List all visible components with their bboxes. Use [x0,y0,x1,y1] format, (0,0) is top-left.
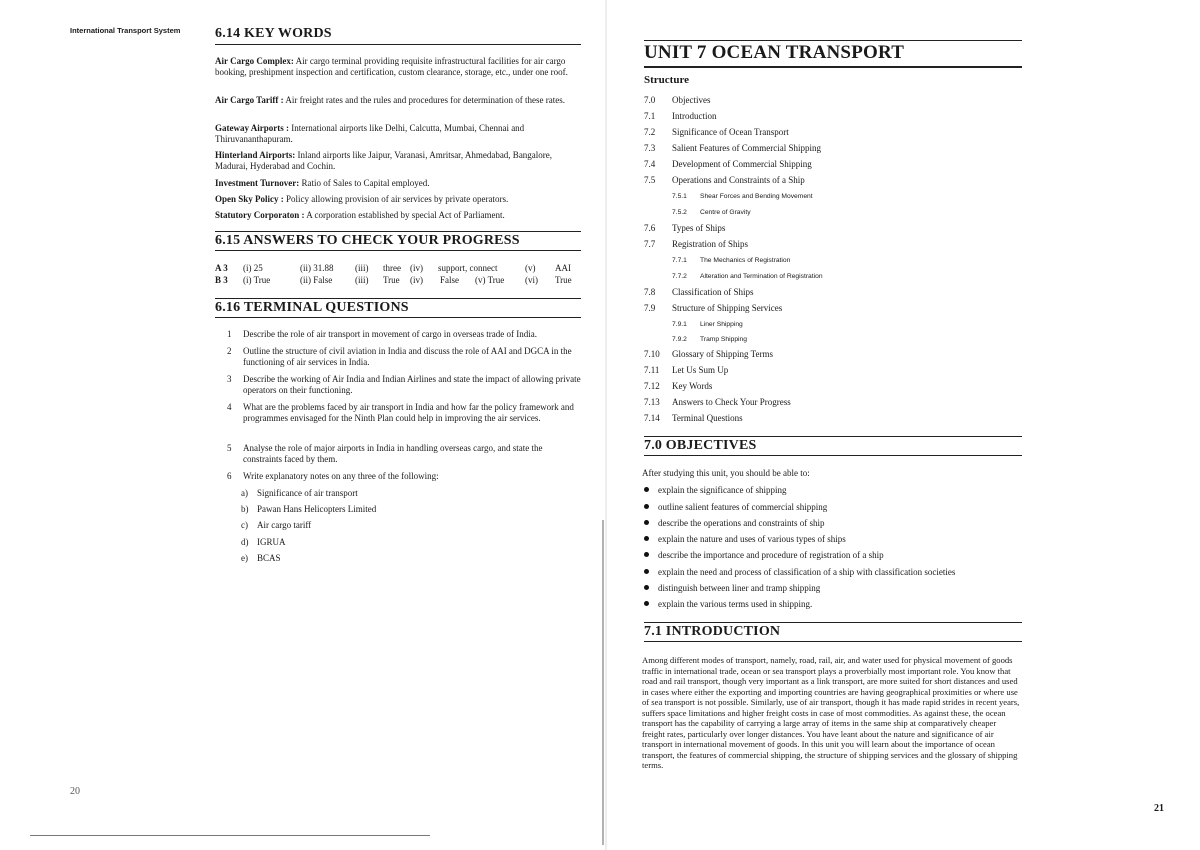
objective-text: describe the importance and procedure of registration of a ship [658,550,884,560]
objective-bullet [644,518,824,528]
sub-item-label: d) [241,537,249,547]
key-word-entry [215,56,580,77]
bullet-icon [644,585,649,590]
divider [644,40,1022,41]
terminal-questions-title: 6.16 TERMINAL QUESTIONS [215,300,409,315]
term: Open Sky Policy : [215,194,284,204]
question-item [227,443,583,464]
toc-text: Key Words [672,381,713,391]
question-number: 4 [227,402,232,412]
objective-bullet [644,550,884,560]
sub-item-text: IGRUA [257,537,286,547]
toc-number: 7.5.2 [672,209,687,216]
toc-number: 7.0 [644,95,656,105]
toc-text: Shear Forces and Bending Movement [700,193,813,200]
answer-cell: (iv) [410,263,423,273]
toc-text: Structure of Shipping Services [672,303,783,313]
question-text: Describe the working of Air India and Indian Airlines and state the impact of allowing private operators on their functioning. [243,374,581,395]
divider [644,455,1022,456]
key-word-entry [215,123,580,144]
answers-title: 6.15 ANSWERS TO CHECK YOUR PROGRESS [215,233,520,248]
sub-item [241,520,312,531]
objectives-intro: After studying this unit, you should be able to: [642,468,810,478]
sub-item-label: a) [241,488,248,498]
divider [644,622,1022,623]
toc-number: 7.5 [644,175,656,185]
divider [644,66,1022,68]
toc-number: 7.9 [644,303,656,313]
toc-number: 7.13 [644,397,660,407]
bullet-icon [644,569,649,574]
objective-text: outline salient features of commercial shipping [658,502,828,512]
toc-text: Terminal Questions [672,413,743,423]
sub-item-text: Significance of air transport [257,488,358,498]
divider [644,436,1022,437]
term: Statutory Corporaton : [215,210,305,220]
answer-cell: (vi) [525,275,538,285]
toc-text: Centre of Gravity [700,209,751,216]
objective-text: distinguish between liner and tramp shipping [658,583,821,593]
toc-text: Significance of Ocean Transport [672,127,789,137]
toc-text: Introduction [672,111,717,121]
question-item [227,346,583,367]
objective-bullet [644,502,827,512]
toc-text: Alteration and Termination of Registration [700,273,823,280]
term: Gateway Airports : [215,123,289,133]
key-word-entry [215,210,580,221]
toc-number: 7.1 [644,111,656,121]
sub-item-text: BCAS [257,553,281,563]
objective-text: explain the various terms used in shipping. [658,599,813,609]
page-number: 20 [70,786,80,797]
toc-text: Salient Features of Commercial Shipping [672,143,821,153]
question-item [227,329,583,340]
answer-cell: (iv) [410,275,423,285]
answer-cell: three [383,263,401,273]
sub-item [241,504,377,515]
question-number: 5 [227,443,232,453]
bullet-icon [644,552,649,557]
toc-text: Let Us Sum Up [672,365,729,375]
scan-edge [30,835,430,836]
sub-item-label: b) [241,504,249,514]
question-text: Write explanatory notes on any three of the following: [243,471,439,481]
toc-number: 7.11 [644,365,660,375]
answer-cell: AAI [555,263,571,273]
question-text: Outline the structure of civil aviation in India and discuss the role of AAI and DGCA in the functioning of air services in India. [243,346,572,367]
bullet-icon [644,504,649,509]
sub-item [241,553,281,564]
objective-text: explain the significance of shipping [658,485,787,495]
term: Investment Turnover: [215,178,300,188]
running-head: International Transport System [70,26,181,35]
question-text: Describe the role of air transport in movement of cargo in overseas trade of India. [243,329,537,339]
right-page [606,0,1200,850]
objective-bullet [644,534,846,544]
toc-text: Objectives [672,95,711,105]
divider [644,641,1022,642]
objective-text: describe the operations and constraints of ship [658,518,825,528]
bullet-icon [644,536,649,541]
definition: Air cargo terminal providing requisite infrastructural facilities for air cargo booking, preshipment inspection and certification, custom clearance, storage, etc., under one roof. [215,56,568,77]
answer-cell: (v) [525,263,536,273]
key-words-title: 6.14 KEY WORDS [215,26,332,41]
toc-text: Development of Commercial Shipping [672,159,812,169]
sub-item-text: Air cargo tariff [257,520,312,530]
answer-cell: (ii) False [300,275,333,285]
sub-item [241,488,358,499]
bullet-icon [644,487,649,492]
introduction-body: Among different modes of transport, namely, road, rail, air, and water used for physical movement of goods traffic in international trade, ocean or sea transport plays a proverbially most important role. You know that road and rail transport, though very important as a link transport, are more suited for short distances and used in cases where either the exporting and importing countries are having geographical proximities or where use of sea transport is not possible. Similarly, use of air transport, though it has made rapid strides in recent years, suffers space limitations and higher freight costs in case of most commodities. As against these, the ocean transport has the capability of carrying a large array of items in the same ship at comparatively cheaper freight rates, particularly over longer distances. You have leant about the nature and significance of air transport in international movement of goods. In this unit you will learn about the importance of ocean transport, the features of commercial shipping, the structure of shipping services and the glossary of shipping terms. [642,655,1020,770]
divider [215,231,581,232]
toc-number: 7.12 [644,381,660,391]
page-number: 21 [1154,803,1164,814]
toc-text: Registration of Ships [672,239,748,249]
objective-bullet [644,567,955,577]
question-item [227,402,583,423]
toc-number: 7.10 [644,349,660,359]
sub-item-label: c) [241,520,248,530]
answer-cell: (iii) [355,275,369,285]
question-item [227,471,583,482]
objectives-title: 7.0 OBJECTIVES [644,438,757,453]
question-number: 2 [227,346,232,356]
toc-number: 7.8 [644,287,656,297]
toc-number: 7.4 [644,159,656,169]
unit-title: UNIT 7 OCEAN TRANSPORT [644,42,905,63]
definition: International airports like Delhi, Calcutta, Mumbai, Chennai and Thiruvananthapuram. [215,123,525,144]
answer-cell: (iii) [355,263,369,273]
toc-text: Types of Ships [672,223,726,233]
answer-label: A 3 [215,263,228,273]
objective-text: explain the need and process of classification of a ship with classification societies [658,567,956,577]
question-number: 1 [227,329,232,339]
term: Hinterland Airports: [215,150,296,160]
toc-text: Liner Shipping [700,321,743,328]
key-word-entry [215,194,580,205]
toc-text: Glossary of Shipping Terms [672,349,773,359]
toc-number: 7.6 [644,223,656,233]
definition: Inland airports like Jaipur, Varanasi, Amritsar, Ahmedabad, Bangalore, Madurai, Hyderabad and Cochin. [215,150,553,171]
toc-number: 7.14 [644,413,660,423]
divider [215,317,581,318]
toc-number: 7.7.2 [672,273,687,280]
bullet-icon [644,601,649,606]
answer-cell: False [440,275,459,285]
key-word-entry [215,178,580,189]
sub-item [241,537,286,548]
answer-cell: (i) 25 [243,263,263,273]
toc-text: The Mechanics of Registration [700,257,791,264]
answer-cell: True [555,275,572,285]
answer-cell: (i) True [243,275,271,285]
answer-cell: (ii) 31.88 [300,263,334,273]
sub-item-label: e) [241,553,248,563]
key-word-entry [215,150,580,171]
objective-bullet [644,485,786,495]
structure-heading: Structure [644,74,690,86]
answer-cell: True [383,275,400,285]
question-text: What are the problems faced by air transport in India and how far the policy framework and programmes envisaged for the Ninth Plan could help in improving the air services. [243,402,574,423]
toc-number: 7.9.2 [672,336,687,343]
toc-text: Answers to Check Your Progress [672,397,791,407]
bullet-icon [644,520,649,525]
toc-text: Classification of Ships [672,287,754,297]
answer-cell: support, connect [438,263,498,273]
question-text: Analyse the role of major airports in India in handling overseas cargo, and state the constraints faced by them. [243,443,543,464]
toc-text: Operations and Constraints of a Ship [672,175,805,185]
question-item [227,374,583,395]
definition: Ratio of Sales to Capital employed. [301,178,430,188]
divider [215,298,581,299]
introduction-title: 7.1 INTRODUCTION [644,624,781,639]
toc-number: 7.3 [644,143,656,153]
objective-bullet [644,599,812,609]
term: Air Cargo Complex: [215,56,294,66]
divider [215,250,581,251]
key-word-entry [215,95,580,106]
toc-number: 7.2 [644,127,656,137]
divider [215,44,581,45]
answer-cell: (v) True [475,275,505,285]
question-number: 6 [227,471,232,481]
toc-text: Tramp Shipping [700,336,747,343]
term: Air Cargo Tariff : [215,95,284,105]
toc-number: 7.7 [644,239,656,249]
toc-number: 7.9.1 [672,321,687,328]
definition: Air freight rates and the rules and procedures for determination of these rates. [285,95,565,105]
toc-number: 7.5.1 [672,193,687,200]
definition: A corporation established by special Act of Parliament. [306,210,505,220]
definition: Policy allowing provision of air services by private operators. [286,194,509,204]
toc-number: 7.7.1 [672,257,687,264]
objective-bullet [644,583,820,593]
question-number: 3 [227,374,232,384]
sub-item-text: Pawan Hans Helicopters Limited [257,504,377,514]
answer-label: B 3 [215,275,228,285]
objective-text: explain the nature and uses of various types of ships [658,534,846,544]
